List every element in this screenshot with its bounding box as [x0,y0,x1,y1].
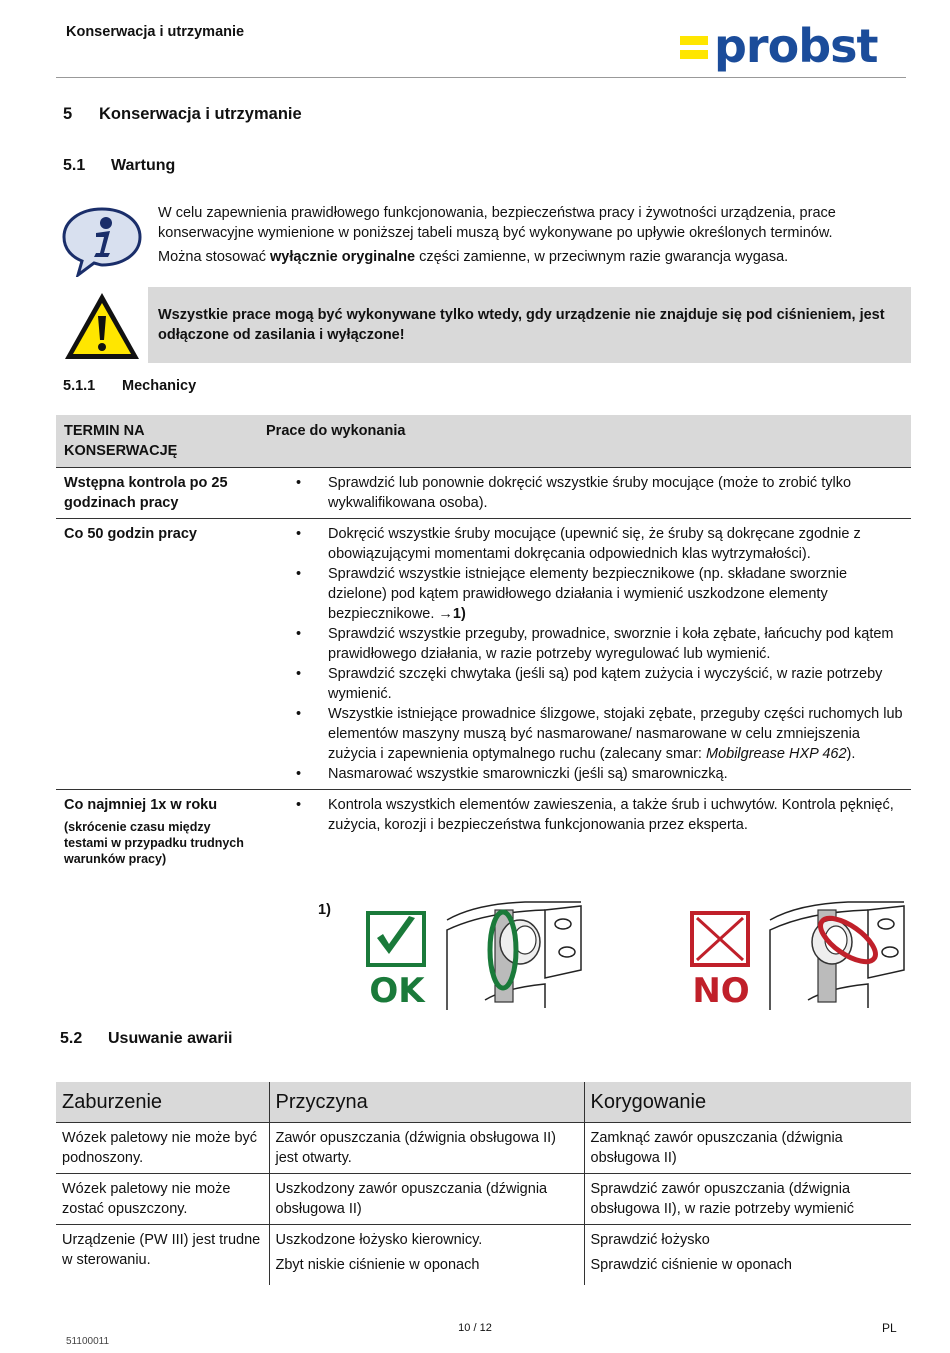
maintenance-header-row [56,415,911,468]
no-label: NO [692,971,750,1006]
intro-text [158,203,898,271]
fix-cell: Sprawdzić zawór opuszczania (dźwignia obsługowa II), w razie potrzeby wymienić [584,1174,911,1225]
col-header-fix: Korygowanie [584,1082,911,1123]
table-row [56,1123,911,1174]
logo-text: probst [714,26,878,73]
term-cell: Co 50 godzin pracy [56,519,258,790]
ok-label: OK [369,971,425,1006]
figure-marker: 1) [318,902,331,918]
ok-check-icon [365,910,429,1006]
split-pin-correct-image [445,900,583,1012]
warning-triangle-icon [62,290,142,362]
section-5-2-number: 5.2 [60,1030,83,1047]
header-divider [56,77,906,78]
fault-table [56,1082,911,1285]
section-5-1-number: 5.1 [63,157,86,174]
section-5-2-title: Usuwanie awarii [108,1030,233,1047]
col-header-term: TERMIN NA KONSERWACJĘ [56,415,258,468]
figure-reference: →1) [438,606,466,622]
task-item: • Kontrola wszystkich elementów zawieszenia, a także śrub i uchwytów. Kontrola pęknięć, zużycia, korozji i bezpieczeństwa funkcjonowania przez eksperta. [266,795,903,835]
cause-cell: Zawór opuszczania (dźwignia obsługowa II) jest otwarty. [269,1123,584,1174]
task-item: • Dokręcić wszystkie śruby mocujące (upewnić się, że śruby są dokręcane zgodnie z obowiązującymi momentami dokręcania odpowiednich klas wytrzymałości). [266,524,903,564]
term-cell: Wstępna kontrola po 25 godzinach pracy [56,468,258,519]
task-item: • Nasmarować wszystkie smarowniczki (jeśli są) smarowniczką. [266,764,903,784]
task-item: • Sprawdzić wszystkie przeguby, prowadnice, sworznie i koła zębate, łańcuchy pod kątem prawidłowego działania, w razie potrzeby wyregulować lub wymienić. [266,624,903,664]
table-row [56,1174,911,1225]
no-cross-icon [689,910,753,1006]
table-row [56,790,911,873]
col-header-fault: Zaburzenie [56,1082,269,1123]
section-5-title: Konserwacja i utrzymanie [99,105,302,123]
col-header-tasks: Prace do wykonania [258,415,911,468]
cause-cell: Uszkodzony zawór opuszczania (dźwignia obsługowa II) [269,1174,584,1225]
col-header-cause: Przyczyna [269,1082,584,1123]
intro-paragraph-1: W celu zapewnienia prawidłowego funkcjonowania, bezpieczeństwa pracy i żywotności urządzenia, prace konserwacyjne wymienione w poniższej tabeli muszą być wykonywane po upływie określonych terminów. [158,205,836,241]
section-5-number: 5 [63,105,73,123]
task-item: • Sprawdzić lub ponownie dokręcić wszystkie śruby mocujące (może to zrobić tylko wykwalifikowana osoba). [266,473,903,513]
running-header-title: Konserwacja i utrzymanie [66,24,245,40]
task-item: • Sprawdzić szczęki chwytaka (jeśli są) pod kątem zużycia i wyczyścić, w razie potrzeby wymienić. [266,664,903,704]
fault-cell: Wózek paletowy nie może zostać opuszczony. [56,1174,269,1225]
maintenance-table [56,415,911,872]
section-5-1-1-title: Mechanicy [122,378,197,394]
fix-cell: Sprawdzić łożysko Sprawdzić ciśnienie w oponach [584,1225,911,1286]
tasks-cell [258,790,911,873]
term-note: (skrócenie czasu między testami w przypadku trudnych warunków pracy) [64,820,244,866]
tasks-cell [258,519,911,790]
fault-cell: Wózek paletowy nie może być podnoszony. [56,1123,269,1174]
warning-text: Wszystkie prace mogą być wykonywane tylko wtedy, gdy urządzenie nie znajduje się pod ciśnieniem, jest odłączone od zasilania i wyłączone! [158,307,885,343]
table-row [56,519,911,790]
section-5-1-title: Wartung [111,157,176,174]
cause-cell: Uszkodzone łożysko kierownicy. Zbyt niskie ciśnienie w oponach [269,1225,584,1286]
task-item: • Wszystkie istniejące prowadnice ślizgowe, stojaki zębate, przeguby części ruchomych lub elementów maszyny muszą być nasmarowane/ nasmarowane w celu zmniejszenia zużycia i zapewnienia optymalnego ruchu (zalecany smar: Mobilgrease HXP 462). [266,704,903,764]
probst-logo [680,26,900,74]
task-item: • Sprawdzić wszystkie istniejące elementy bezpiecznikowe (np. składane sworznie dzielone) pod kątem prawidłowego działania i wymienić uszkodzone elementy bezpiecznikowe. →1) [266,564,903,624]
warning-box [148,287,911,363]
split-pin-incorrect-image [768,900,906,1012]
document-code: 51100011 [66,1336,110,1347]
fix-cell: Zamknąć zawór opuszczania (dźwignia obsługowa II) [584,1123,911,1174]
fault-header-row [56,1082,911,1123]
term-cell: Co najmniej 1x w roku (skrócenie czasu między testami w przypadku trudnych warunków pracy) [56,790,258,873]
info-icon [60,205,144,277]
table-row [56,1225,911,1286]
table-row [56,468,911,519]
language-code: PL [882,1321,897,1335]
section-5-1-1-number: 5.1.1 [63,378,96,394]
intro-paragraph-2: Można stosować wyłącznie oryginalne części zamienne, w przeciwnym razie gwarancja wygasa. [158,249,789,265]
fault-cell: Urządzenie (PW III) jest trudne w sterowaniu. [62,1232,261,1268]
page-number: 10 / 12 [458,1322,492,1334]
tasks-cell [258,468,911,519]
